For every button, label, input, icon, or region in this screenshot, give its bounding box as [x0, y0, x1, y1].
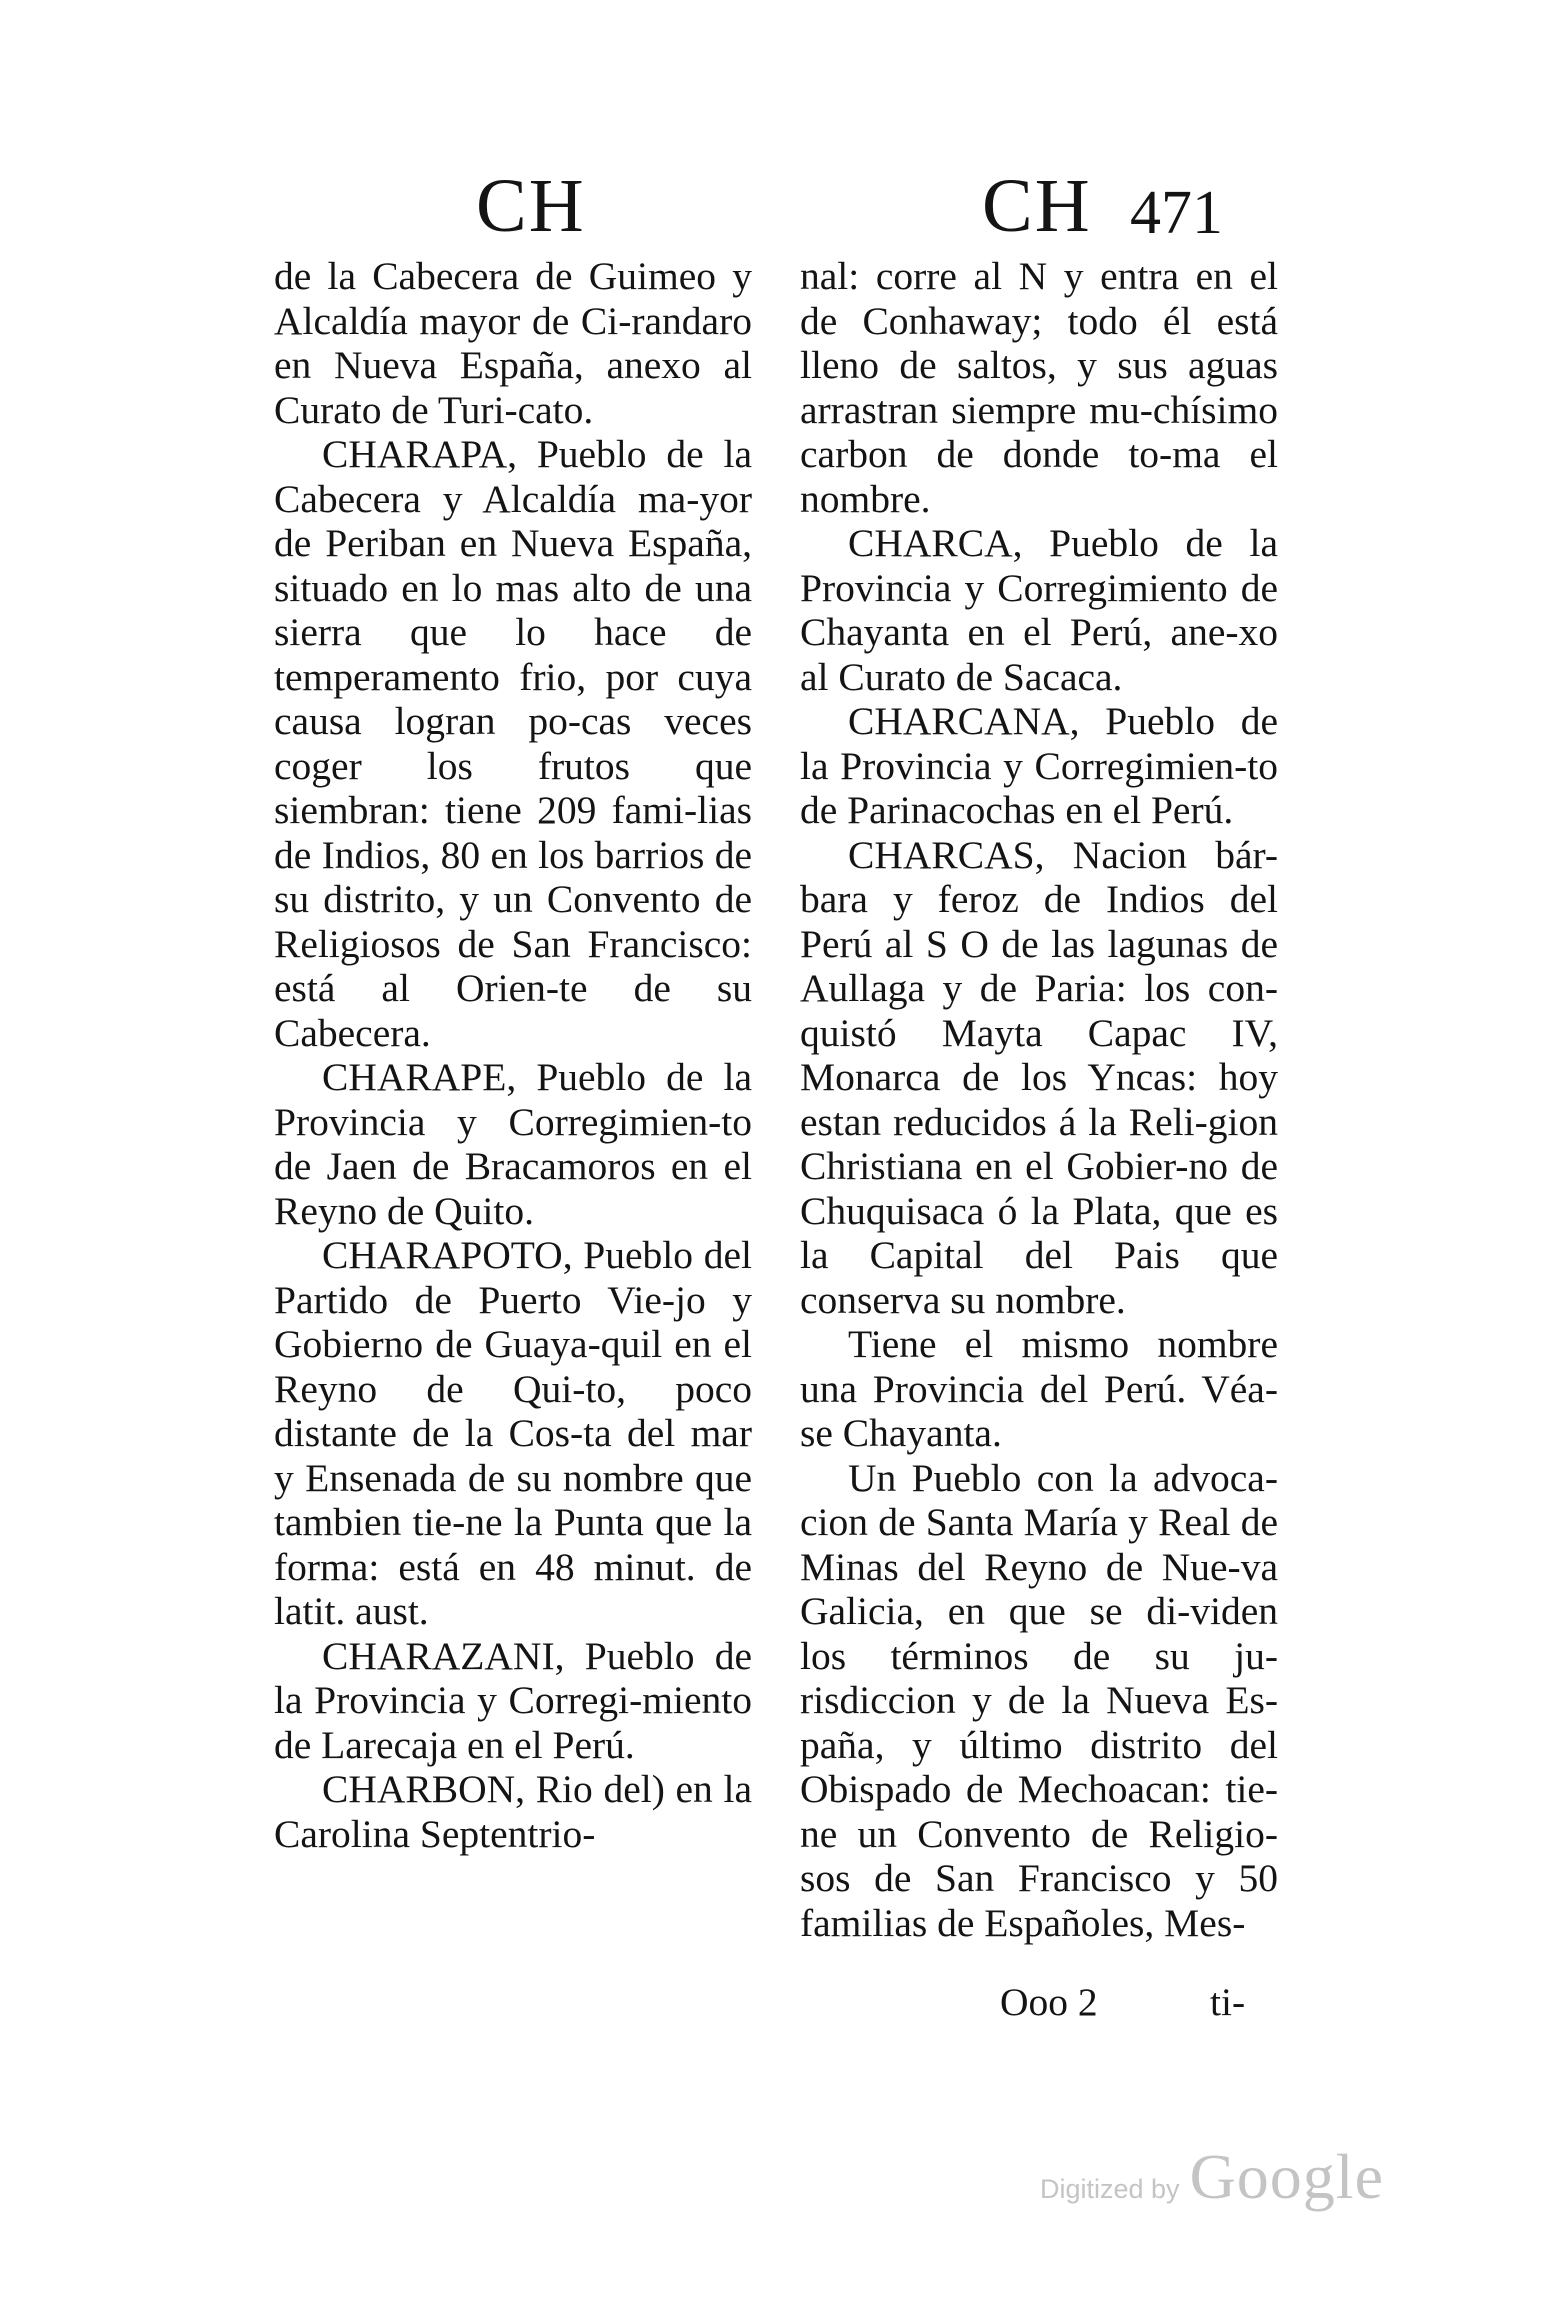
entry-charcas-province: Tiene el mismo nombre una Provincia del Perú. Véa-se Chayanta. — [800, 1322, 1278, 1455]
entry-charcas-pueblo: Un Pueblo con la advoca-cion de Santa María y Real de Minas del Reyno de Nue-va Galicia, en que se di-viden los términos de su ju-risdiccion y de la Nueva Es-paña, y último distrito del Obispado de Mechoacan: tie-ne un Convento de Religio-sos de San Francisco y 50 familias de Españoles, Mes- — [800, 1455, 1278, 1945]
left-column — [274, 254, 752, 1856]
page-number: 471 — [1130, 179, 1223, 247]
catchword: ti- — [1210, 1980, 1246, 2024]
entry-charcana: CHARCANA, Pueblo de la Provincia y Corregimien-to de Parinacochas en el Perú. — [800, 699, 1278, 832]
watermark-prefix: Digitized by — [1040, 2174, 1180, 2204]
entry-charca: CHARCA, Pueblo de la Provincia y Corregimiento de Chayanta en el Perú, ane-xo al Curato de Sacaca. — [800, 521, 1278, 699]
digitized-watermark — [1040, 2140, 1384, 2214]
entry-charbon: CHARBON, Rio del) en la Carolina Septentrio- — [274, 1767, 752, 1856]
entry-charapa: CHARAPA, Pueblo de la Cabecera y Alcaldía ma-yor de Periban en Nueva España, situado en lo mas alto de una sierra que lo hace de temperamento frio, por cuya causa logran po-cas veces coger los frutos que siembran: tiene 209 fami-lias de Indios, 80 en los barrios de su distrito, y un Convento de Religiosos de San Francisco: está al Orien-te de su Cabecera. — [274, 432, 752, 1055]
running-head-left: CH — [476, 164, 586, 248]
entry-charazani: CHARAZANI, Pueblo de la Provincia y Corregi-miento de Larecaja en el Perú. — [274, 1633, 752, 1767]
entry-guimeo-continuation: de la Cabecera de Guimeo y Alcaldía mayor de Ci-randaro en Nueva España, anexo al Curato de Turi-cato. — [274, 254, 752, 432]
google-logo: Google — [1189, 2141, 1384, 2212]
entry-charape: CHARAPE, Pueblo de la Provincia y Corregimien-to de Jaen de Bracamoros en el Reyno de Quito. — [274, 1055, 752, 1233]
entry-charbon-continuation: nal: corre al N y entra en el de Conhaway; todo él está lleno de saltos, y sus aguas arrastran siempre mu-chísimo carbon de donde to-ma el nombre. — [800, 254, 1278, 521]
running-head-right: CH — [982, 164, 1092, 248]
entry-charapoto: CHARAPOTO, Pueblo del Partido de Puerto Vie-jo y Gobierno de Guaya-quil en el Reyno de Qui-to, poco distante de la Cos-ta del mar y Ensenada de su nombre que tambien tie-ne la Punta que la forma: está en 48 minut. de latit. aust. — [274, 1233, 752, 1633]
right-column — [800, 254, 1278, 1945]
entry-charcas: CHARCAS, Nacion bár-bara y feroz de Indios del Perú al S O de las lagunas de Aullaga y de Paria: los con-quistó Mayta Capac IV, Monarca de los Yncas: hoy estan reducidos á la Reli-gion Christiana en el Gobier-no de Chuquisaca ó la Plata, que es la Capital del Pais que conserva su nombre. — [800, 832, 1278, 1322]
signature-mark: Ooo 2 — [1000, 1980, 1098, 2024]
